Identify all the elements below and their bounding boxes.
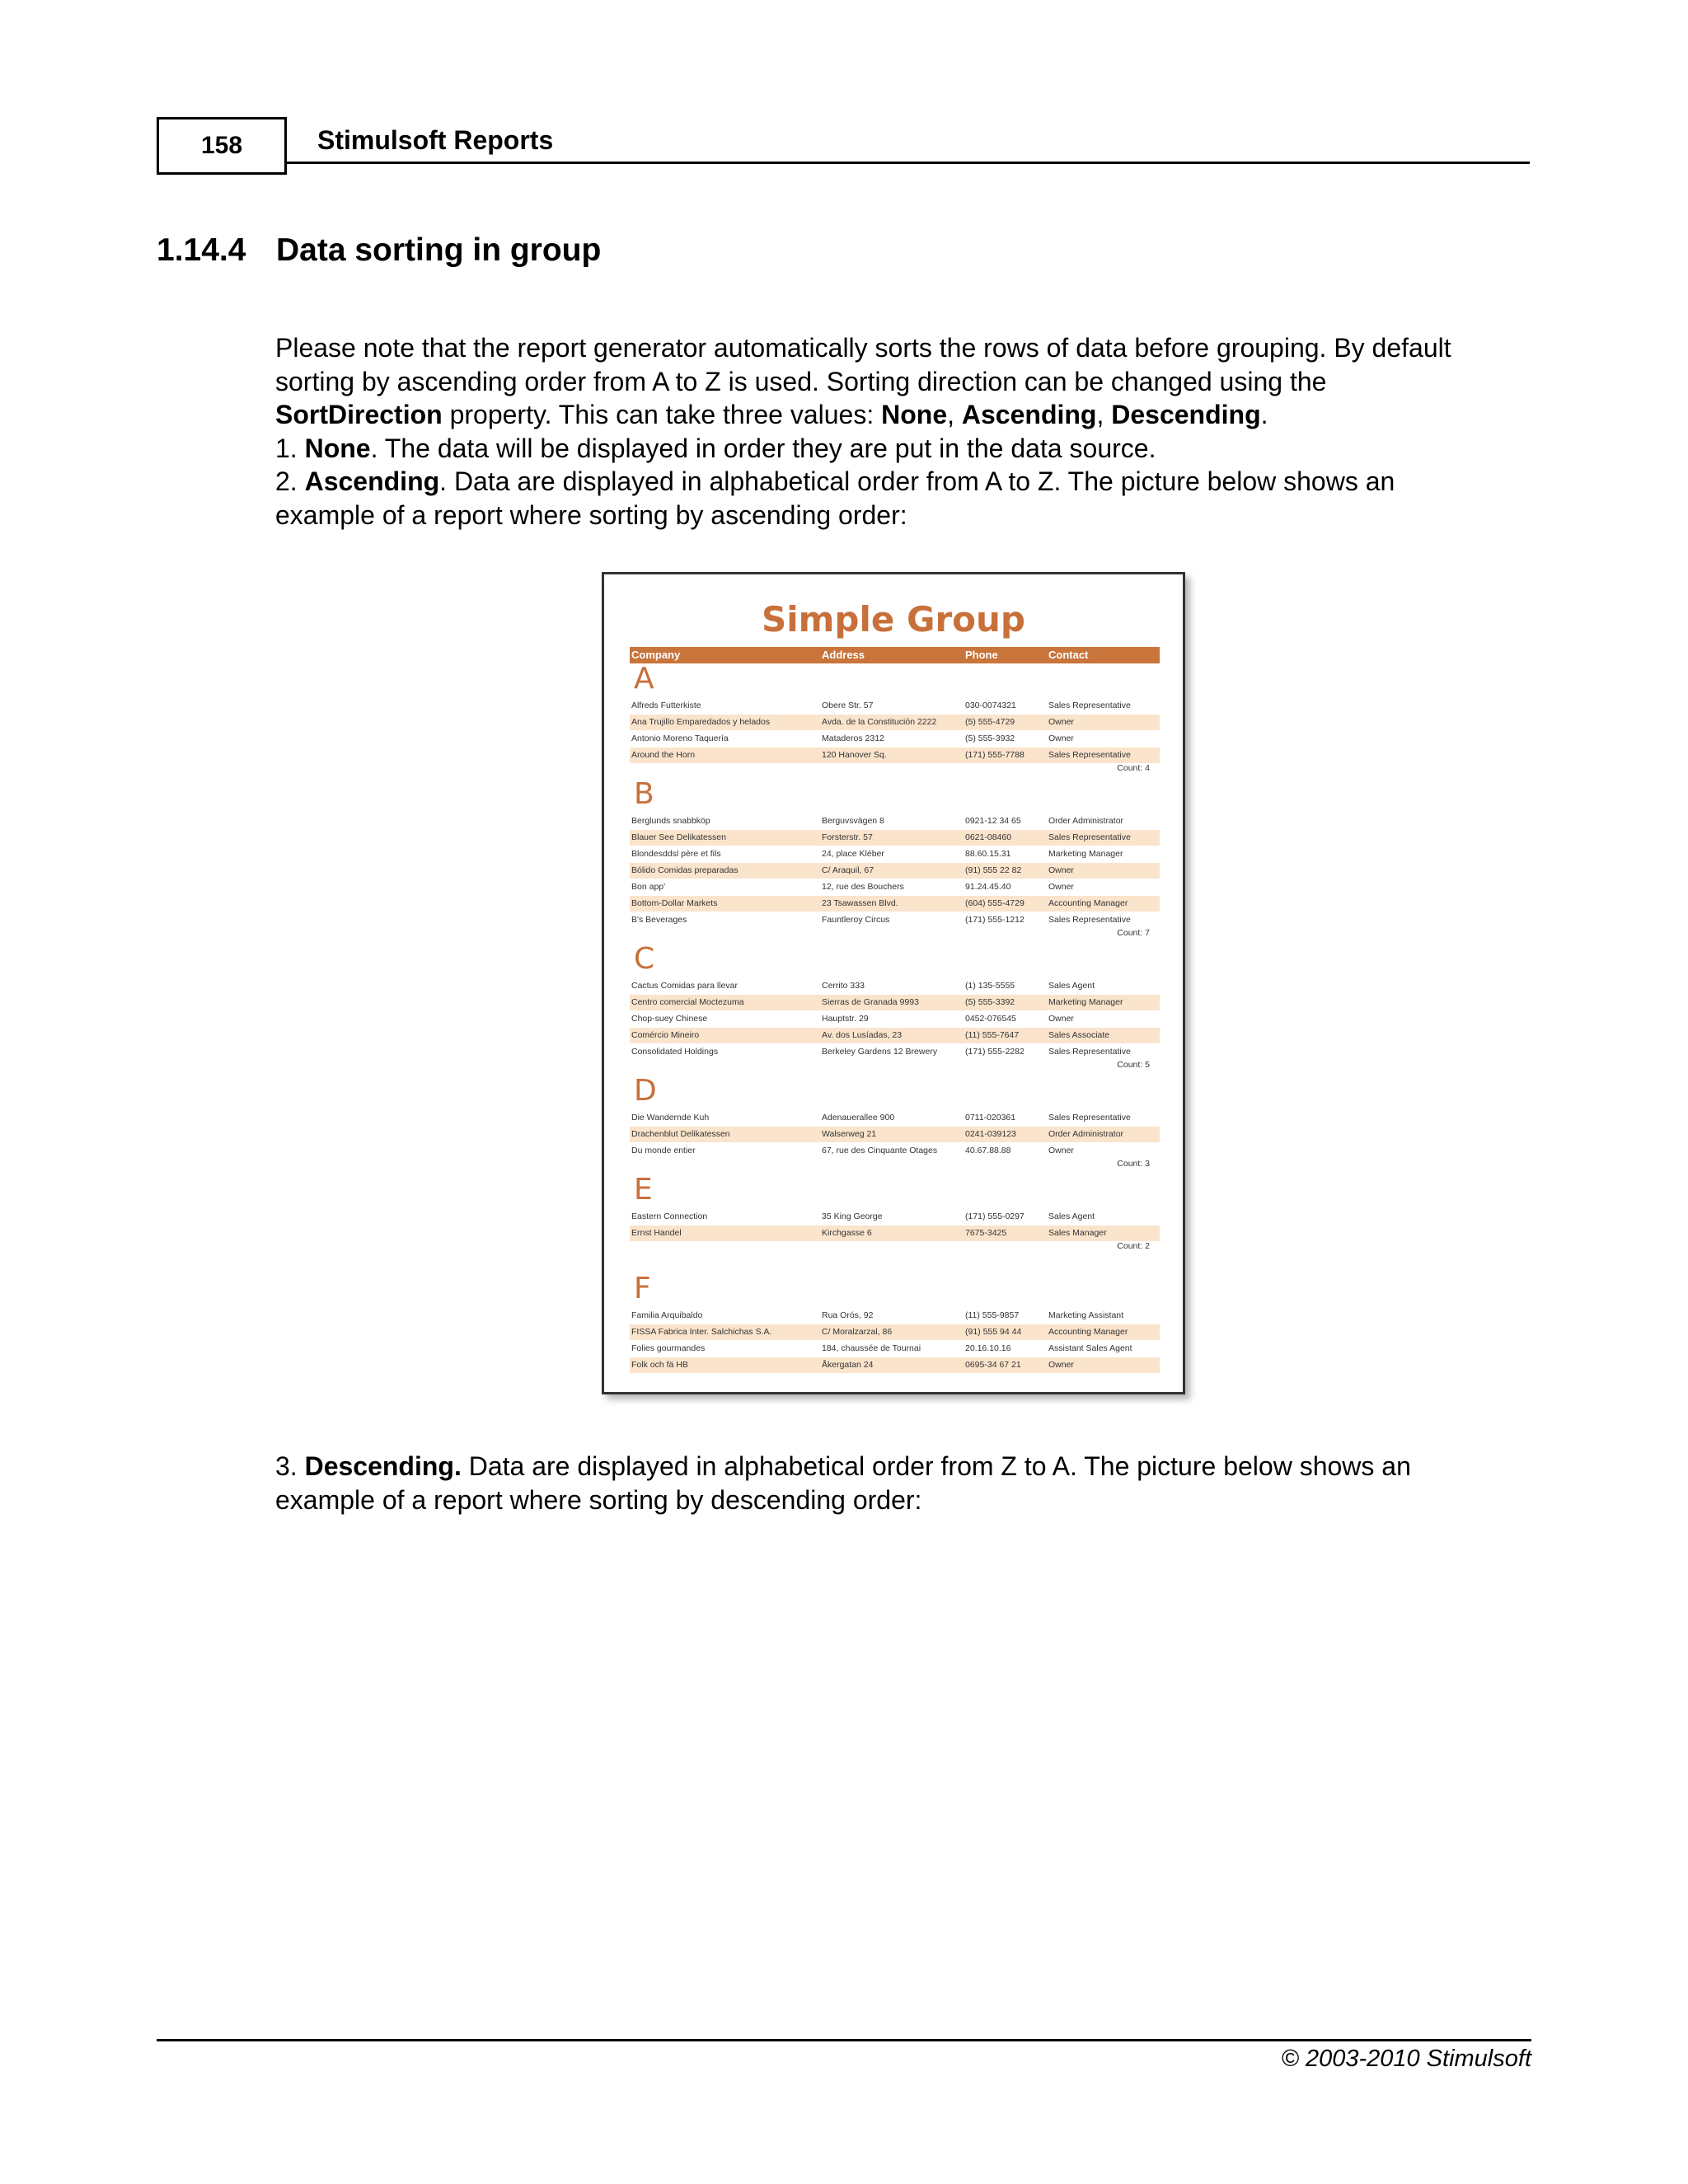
- phone-cell: 91.24.45.40: [965, 882, 1011, 892]
- company-cell: FISSA Fabrica Inter. Salchichas S.A.: [631, 1327, 772, 1337]
- address-cell: Forsterstr. 57: [822, 832, 873, 842]
- phone-cell: (91) 555 94 44: [965, 1327, 1022, 1337]
- group-count: Count: 7: [1117, 928, 1150, 938]
- company-cell: Du monde entier: [631, 1146, 696, 1155]
- group-letter: F: [634, 1272, 651, 1305]
- sortdirection-term: SortDirection: [275, 400, 443, 429]
- intro-line-3: SortDirection property. This can take three values: None, Ascending, Descending.: [275, 400, 1268, 429]
- phone-cell: 0921-12 34 65: [965, 816, 1021, 826]
- header-rule: [287, 162, 1530, 164]
- report-row: [630, 813, 1160, 829]
- group-count: Count: 4: [1117, 763, 1150, 773]
- report-row: [630, 1110, 1160, 1126]
- phone-cell: 0241-039123: [965, 1129, 1016, 1139]
- intro-line-1: Please note that the report generator automatically sorts the rows of data before grouping. By default: [275, 333, 1451, 363]
- company-cell: B's Beverages: [631, 915, 687, 925]
- phone-cell: 030-0074321: [965, 701, 1016, 710]
- section-heading: [157, 232, 601, 269]
- address-cell: Berkeley Gardens 12 Brewery: [822, 1047, 938, 1057]
- footer-copyright: © 2003-2010 Stimulsoft: [1281, 2046, 1531, 2072]
- address-cell: Mataderos 2312: [822, 733, 884, 743]
- contact-cell: Owner: [1048, 882, 1074, 892]
- contact-cell: Assistant Sales Agent: [1048, 1343, 1132, 1353]
- address-cell: Avda. de la Constitución 2222: [822, 717, 937, 727]
- company-cell: Drachenblut Delikatessen: [631, 1129, 730, 1139]
- address-cell: Adenauerallee 900: [822, 1113, 895, 1122]
- contact-cell: Marketing Manager: [1048, 997, 1123, 1007]
- phone-cell: 0711-020361: [965, 1113, 1016, 1122]
- report-column-header: [630, 647, 1160, 663]
- phone-cell: (171) 555-1212: [965, 915, 1025, 925]
- company-cell: Bólido Comidas preparadas: [631, 865, 738, 875]
- report-row: [630, 912, 1160, 928]
- column-phone: Phone: [965, 649, 998, 661]
- descending-term: Descending: [1111, 400, 1261, 429]
- contact-cell: Sales Representative: [1048, 832, 1131, 842]
- ascending-term: Ascending: [961, 400, 1097, 429]
- company-cell: Bon app': [631, 882, 666, 892]
- group-letter: B: [634, 777, 654, 811]
- contact-cell: Accounting Manager: [1048, 898, 1128, 908]
- report-preview-image: [602, 572, 1185, 1394]
- report-row: [630, 1011, 1160, 1027]
- address-cell: Hauptstr. 29: [822, 1014, 869, 1024]
- report-row: [630, 896, 1160, 912]
- company-cell: Antonio Moreno Taquería: [631, 733, 729, 743]
- report-row: [630, 698, 1160, 714]
- address-cell: Berguvsvägen 8: [822, 816, 884, 826]
- company-cell: Ernst Handel: [631, 1228, 682, 1238]
- report-title: Simple Group: [762, 599, 1025, 640]
- group-count: Count: 5: [1117, 1060, 1150, 1070]
- address-cell: Walserweg 21: [822, 1129, 877, 1139]
- phone-cell: (11) 555-9857: [965, 1310, 1020, 1320]
- report-row: [630, 1324, 1160, 1340]
- none-term: None: [881, 400, 948, 429]
- contact-cell: Owner: [1048, 1146, 1074, 1155]
- address-cell: 35 King George: [822, 1212, 883, 1221]
- phone-cell: 88.60.15.31: [965, 849, 1011, 859]
- phone-cell: 0452-076545: [965, 1014, 1016, 1024]
- report-row: [630, 748, 1160, 763]
- contact-cell: Sales Representative: [1048, 1047, 1131, 1057]
- address-cell: Rua Orós, 92: [822, 1310, 874, 1320]
- contact-cell: Owner: [1048, 1360, 1074, 1370]
- company-cell: Familia Arquibaldo: [631, 1310, 703, 1320]
- address-cell: Sierras de Granada 9993: [822, 997, 919, 1007]
- descending-paragraph: [275, 1450, 1523, 1516]
- report-row: [630, 1028, 1160, 1043]
- report-row: [630, 846, 1160, 862]
- report-row: [630, 978, 1160, 994]
- contact-cell: Sales Manager: [1048, 1228, 1107, 1238]
- section-number: 1.14.4: [157, 232, 246, 268]
- contact-cell: Owner: [1048, 865, 1074, 875]
- phone-cell: (5) 555-4729: [965, 717, 1015, 727]
- phone-cell: 20.16.10.16: [965, 1343, 1011, 1353]
- contact-cell: Order Administrator: [1048, 816, 1124, 826]
- item-ascending-line-1: 2. Ascending. Data are displayed in alphabetical order from A to Z. The picture below shows an: [275, 466, 1395, 496]
- contact-cell: Sales Representative: [1048, 750, 1131, 760]
- phone-cell: (5) 555-3932: [965, 733, 1015, 743]
- address-cell: Åkergatan 24: [822, 1360, 874, 1370]
- contact-cell: Sales Agent: [1048, 1212, 1095, 1221]
- company-cell: Around the Horn: [631, 750, 696, 760]
- group-letter: D: [634, 1074, 657, 1108]
- address-cell: 12, rue des Bouchers: [822, 882, 904, 892]
- company-cell: Die Wandernde Kuh: [631, 1113, 710, 1122]
- column-address: Address: [822, 649, 865, 661]
- report-row: [630, 1143, 1160, 1159]
- address-cell: Kirchgasse 6: [822, 1228, 872, 1238]
- contact-cell: Sales Agent: [1048, 981, 1095, 991]
- contact-cell: Owner: [1048, 1014, 1074, 1024]
- report-row: [630, 1226, 1160, 1241]
- company-cell: Cactus Comidas para llevar: [631, 981, 738, 991]
- phone-cell: 0621-08460: [965, 832, 1012, 842]
- footer-rule: [157, 2039, 1531, 2041]
- phone-cell: 40.67.88.88: [965, 1146, 1011, 1155]
- intro-line-2: sorting by ascending order from A to Z is used. Sorting direction can be changed using the: [275, 366, 1327, 396]
- phone-cell: 0695-34 67 21: [965, 1360, 1021, 1370]
- contact-cell: Marketing Assistant: [1048, 1310, 1124, 1320]
- contact-cell: Sales Representative: [1048, 1113, 1131, 1122]
- phone-cell: 7675-3425: [965, 1228, 1007, 1238]
- company-cell: Bottom-Dollar Markets: [631, 898, 718, 908]
- column-company: Company: [631, 649, 681, 661]
- report-row: [630, 1127, 1160, 1142]
- item-none: 1. None. The data will be displayed in order they are put in the data source.: [275, 433, 1156, 463]
- address-cell: 23 Tsawassen Blvd.: [822, 898, 898, 908]
- contact-cell: Marketing Manager: [1048, 849, 1123, 859]
- company-cell: Blauer See Delikatessen: [631, 832, 726, 842]
- company-cell: Chop-suey Chinese: [631, 1014, 708, 1024]
- group-letter: E: [634, 1173, 653, 1207]
- report-row: [630, 1357, 1160, 1373]
- report-row: [630, 715, 1160, 730]
- company-cell: Blondesddsl père et fils: [631, 849, 721, 859]
- address-cell: 67, rue des Cinquante Otages: [822, 1146, 938, 1155]
- contact-cell: Owner: [1048, 717, 1074, 727]
- address-cell: 184, chaussée de Tournai: [822, 1343, 921, 1353]
- contact-cell: Sales Representative: [1048, 915, 1131, 925]
- company-cell: Eastern Connection: [631, 1212, 708, 1221]
- phone-cell: (11) 555-7647: [965, 1030, 1020, 1040]
- group-count: Count: 3: [1117, 1159, 1150, 1169]
- phone-cell: (91) 555 22 82: [965, 865, 1022, 875]
- report-row: [630, 1044, 1160, 1060]
- report-row: [630, 1209, 1160, 1225]
- report-row: [630, 1341, 1160, 1357]
- report-row: [630, 863, 1160, 879]
- section-title: Data sorting in group: [276, 232, 602, 268]
- contact-cell: Sales Representative: [1048, 701, 1131, 710]
- phone-cell: (1) 135-5555: [965, 981, 1015, 991]
- address-cell: 24, place Kléber: [822, 849, 884, 859]
- group-letter: A: [634, 662, 654, 696]
- report-row: [630, 731, 1160, 747]
- report-row: [630, 879, 1160, 895]
- group-letter: C: [634, 942, 655, 976]
- company-cell: Comércio Mineiro: [631, 1030, 700, 1040]
- report-row: [630, 995, 1160, 1010]
- company-cell: Ana Trujillo Emparedados y helados: [631, 717, 771, 727]
- address-cell: Obere Str. 57: [822, 701, 874, 710]
- contact-cell: Order Administrator: [1048, 1129, 1124, 1139]
- page-number: 158: [157, 117, 287, 175]
- intro-paragraph: [275, 331, 1523, 532]
- column-contact: Contact: [1048, 649, 1089, 661]
- report-row: [630, 1308, 1160, 1324]
- contact-cell: Owner: [1048, 733, 1074, 743]
- phone-cell: (604) 555-4729: [965, 898, 1025, 908]
- address-cell: Fauntleroy Circus: [822, 915, 890, 925]
- phone-cell: (171) 555-7788: [965, 750, 1025, 760]
- group-count: Count: 2: [1117, 1241, 1150, 1251]
- phone-cell: (5) 555-3392: [965, 997, 1015, 1007]
- item-ascending-line-2: example of a report where sorting by ascending order:: [275, 499, 907, 530]
- phone-cell: (171) 555-2282: [965, 1047, 1025, 1057]
- contact-cell: Sales Associate: [1048, 1030, 1110, 1040]
- phone-cell: (171) 555-0297: [965, 1212, 1025, 1221]
- company-cell: Alfreds Futterkiste: [631, 701, 701, 710]
- company-cell: Folk och fä HB: [631, 1360, 688, 1370]
- item-descending-line-2: example of a report where sorting by descending order:: [275, 1484, 922, 1515]
- address-cell: C/ Araquil, 67: [822, 865, 874, 875]
- company-cell: Folies gourmandes: [631, 1343, 706, 1353]
- address-cell: Av. dos Lusíadas, 23: [822, 1030, 903, 1040]
- address-cell: 120 Hanover Sq.: [822, 750, 887, 760]
- address-cell: C/ Moralzarzal, 86: [822, 1327, 893, 1337]
- item-descending-line-1: 3. Descending. Data are displayed in alphabetical order from Z to A. The picture below shows an: [275, 1451, 1411, 1481]
- contact-cell: Accounting Manager: [1048, 1327, 1128, 1337]
- company-cell: Consolidated Holdings: [631, 1047, 719, 1057]
- report-row: [630, 830, 1160, 846]
- company-cell: Berglunds snabbköp: [631, 816, 710, 826]
- header-title: Stimulsoft Reports: [317, 125, 554, 155]
- company-cell: Centro comercial Moctezuma: [631, 997, 744, 1007]
- address-cell: Cerrito 333: [822, 981, 865, 991]
